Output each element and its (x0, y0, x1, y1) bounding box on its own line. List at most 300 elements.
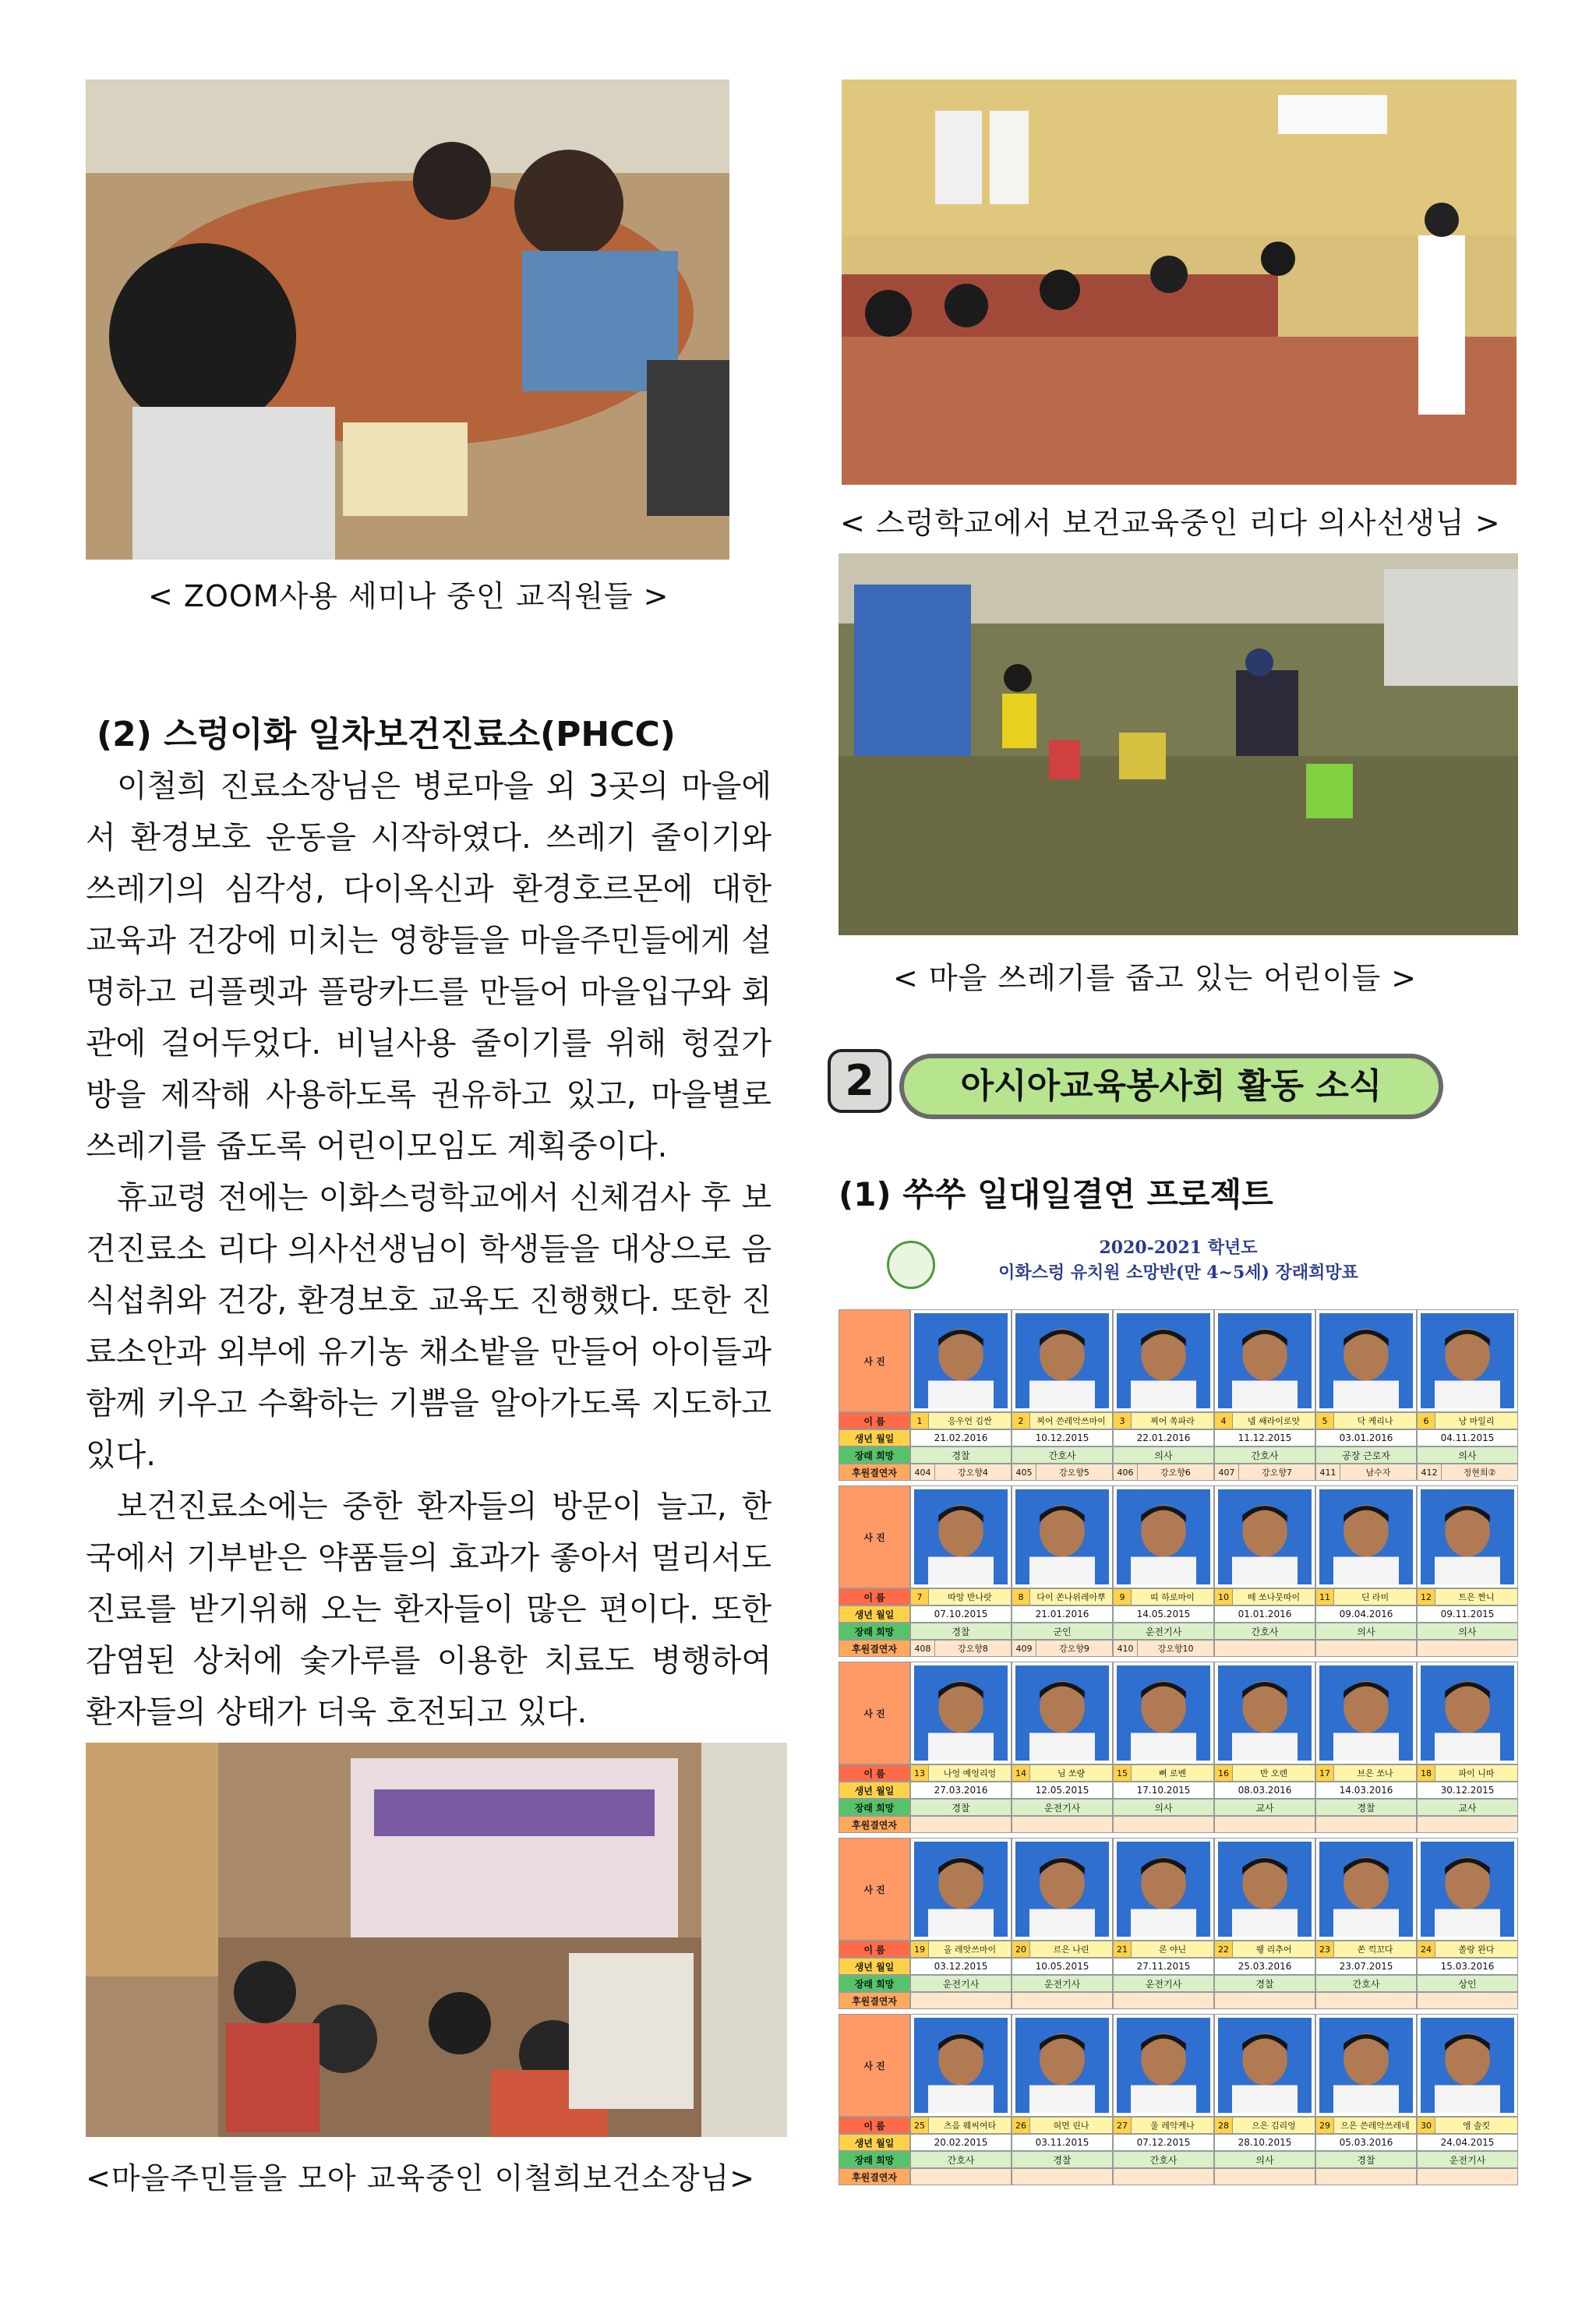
child-name: 파이 니따 (1458, 1768, 1495, 1778)
children-table (839, 1309, 1518, 2190)
hope-cell: 경찰 (910, 1623, 1012, 1640)
sponsor-cell (1417, 2168, 1518, 2185)
sponsor-number: 411 (1316, 1464, 1340, 1480)
sponsor-name: 강오향10 (1157, 1644, 1194, 1654)
photo-cell (910, 1309, 1012, 1412)
hope-cell: 경찰 (1214, 1975, 1315, 1992)
birth-cell: 10.12.2015 (1012, 1429, 1113, 1446)
child-number: 25 (911, 2118, 929, 2133)
photo-cell (1214, 1662, 1315, 1764)
photo-cell (1012, 1838, 1113, 1941)
name-cell (1315, 2117, 1417, 2134)
hope-cell: 의사 (1315, 1623, 1417, 1640)
birth-cell: 27.11.2015 (1113, 1958, 1214, 1975)
photo-cell (1113, 1485, 1214, 1588)
child-group (839, 2014, 1518, 2190)
sponsor-row (839, 2168, 1518, 2185)
child-portrait (1319, 1489, 1413, 1584)
birth-cell: 03.11.2015 (1012, 2134, 1113, 2151)
sponsor-cell (1113, 1816, 1214, 1833)
child-portrait (1117, 1665, 1210, 1761)
photo-cell (1417, 1662, 1518, 1764)
sponsor-name: 강오향6 (1160, 1468, 1191, 1478)
chart-title: 이화스렁 유치원 소망반(만 4~5세) 장래희망표 (998, 1263, 1358, 1283)
child-number: 23 (1316, 1941, 1334, 1957)
child-name: 허먼 린나 (1053, 2121, 1089, 2131)
row-label-hope: 장래 희망 (839, 2151, 910, 2168)
child-number: 8 (1012, 1589, 1030, 1605)
hope-cell: 교사 (1214, 1799, 1315, 1816)
sponsor-cell (1113, 1992, 1214, 2009)
chart-title-year: 2020-2021 학년도 (1099, 1238, 1258, 1258)
child-portrait (1421, 1489, 1514, 1584)
sponsorship-heading: (1) 쑤쑤 일대일결연 프로젝트 (839, 1175, 1273, 1213)
child-portrait (1421, 1842, 1514, 1937)
hope-cell: 상인 (1417, 1975, 1518, 1992)
hope-cell: 간호사 (1113, 2151, 1214, 2168)
child-number: 11 (1316, 1589, 1334, 1605)
hope-cell: 경찰 (910, 1446, 1012, 1464)
villagers-caption: <마을주민들을 모아 교육중인 이철희보건소장님> (86, 2161, 756, 2195)
child-group (839, 1485, 1518, 1662)
birth-cell: 22.01.2016 (1113, 1429, 1214, 1446)
hope-row (839, 1799, 1518, 1816)
row-label-hope: 장래 희망 (839, 1623, 910, 1640)
birth-cell: 09.04.2016 (1315, 1605, 1417, 1623)
row-label-birth: 생년 월일 (839, 1429, 910, 1446)
row-label-birth: 생년 월일 (839, 2134, 910, 2151)
child-name: 뻐 로벤 (1158, 1768, 1187, 1778)
child-name: 찌어 쓴레악쓰마이 (1036, 1416, 1106, 1426)
photo-row (839, 1662, 1518, 1764)
child-portrait (1117, 2018, 1210, 2113)
hope-cell: 간호사 (1214, 1623, 1315, 1640)
child-portrait (1218, 1313, 1312, 1408)
child-portrait (1319, 1665, 1413, 1761)
row-label-birth: 생년 월일 (839, 1958, 910, 1975)
child-number: 20 (1012, 1941, 1030, 1957)
birth-cell: 03.12.2015 (910, 1958, 1012, 1975)
photo-cell (1113, 1309, 1214, 1412)
child-number: 30 (1418, 2118, 1435, 2133)
sponsor-number: 405 (1012, 1464, 1036, 1480)
birth-row (839, 2134, 1518, 2151)
sponsor-name: 강오향9 (1059, 1644, 1089, 1654)
hope-cell: 의사 (1113, 1446, 1214, 1464)
child-group (839, 1662, 1518, 1838)
birth-row (839, 1605, 1518, 1623)
row-label-photo: 사 진 (839, 1838, 910, 1941)
child-portrait (1117, 1313, 1210, 1408)
sponsor-cell (1113, 2168, 1214, 2185)
birth-cell: 12.05.2015 (1012, 1782, 1113, 1799)
sponsor-name: 남수자 (1365, 1468, 1391, 1478)
phcc-paragraph-3: 보건진료소에는 중한 환자들의 방문이 늘고, 한국에서 기부받은 약품들의 효과가 좋아서 멀리서도 진료를 받기위해 오는 환자들이 많은 편이다. 또한 감염된 상처에 숯가루를 이용한 치료도 병행하여 환자들의 상태가 더욱 호전되고 있다. (86, 1489, 772, 1730)
sponsor-cell (1214, 2168, 1315, 2185)
row-label-name: 이 름 (839, 2117, 910, 2134)
photo-cell (1315, 1309, 1417, 1412)
zoom-seminar-photo (86, 79, 729, 560)
child-name: 닥 케리나 (1357, 1416, 1393, 1426)
name-row (839, 1764, 1518, 1782)
hope-cell: 간호사 (1315, 1975, 1417, 1992)
phcc-paragraph-1: 이철희 진료소장님은 병로마을 외 3곳의 마을에서 환경보호 운동을 시작하였다. 쓰레기 줄이기와 쓰레기의 심각성, 다이옥신과 환경호르몬에 대한 교육과 건강에 미치는 영향들을 마을주민들에게 설명하고 리플렛과 플랑카드를 만들어 마을입구와 회관에 걸어두었다. 비닐사용 줄이기를 위해 헝겊가방을 제작해 사용하도록 권유하고 있고, 마을별로 쓰레기를 줍도록 어린이모임도 계획중이다. (86, 768, 772, 1164)
photo-cell (1012, 2014, 1113, 2117)
sponsor-cell (910, 1992, 1012, 2009)
sponsor-cell (1315, 1464, 1417, 1481)
sponsor-cell (1417, 1816, 1518, 1833)
name-cell (1417, 2117, 1518, 2134)
sponsor-cell (1113, 1464, 1214, 1481)
row-label-photo: 사 진 (839, 1309, 910, 1412)
school-health-photo (842, 79, 1517, 485)
child-name: 엥 솔킷 (1462, 2121, 1491, 2131)
birth-cell: 21.01.2016 (1012, 1605, 1113, 1623)
hope-cell: 교사 (1417, 1799, 1518, 1816)
child-portrait (1015, 1842, 1109, 1937)
child-number: 5 (1316, 1413, 1334, 1429)
child-name: 론 야닌 (1158, 1944, 1187, 1955)
hope-cell: 군인 (1012, 1623, 1113, 1640)
birth-cell: 14.05.2015 (1113, 1605, 1214, 1623)
birth-cell: 23.07.2015 (1315, 1958, 1417, 1975)
birth-cell: 27.03.2016 (910, 1782, 1012, 1799)
phcc-heading: (2) 스렁이화 일차보건진료소(PHCC) (97, 715, 676, 754)
birth-cell: 10.05.2015 (1012, 1958, 1113, 1975)
photo-cell (910, 1662, 1012, 1764)
name-cell (1012, 1764, 1113, 1782)
child-portrait (914, 2018, 1008, 2113)
child-portrait (914, 1842, 1008, 1937)
name-cell (1315, 1588, 1417, 1605)
birth-cell: 30.12.2015 (1417, 1782, 1518, 1799)
child-name: 넴 쌔라이로앗 (1247, 1416, 1301, 1426)
birth-cell: 25.03.2016 (1214, 1958, 1315, 1975)
row-label-sponsor: 후원결연자 (839, 1992, 910, 2009)
hope-row (839, 1623, 1518, 1640)
hope-row (839, 2151, 1518, 2168)
child-number: 10 (1215, 1589, 1233, 1605)
child-name: 반 오렌 (1259, 1768, 1288, 1778)
sponsor-cell (1214, 1640, 1315, 1657)
row-label-name: 이 름 (839, 1588, 910, 1605)
sponsor-cell (1012, 1992, 1113, 2009)
sponsor-name: 강오향5 (1059, 1468, 1089, 1478)
birth-cell: 21.02.2016 (910, 1429, 1012, 1446)
child-portrait (1015, 1313, 1109, 1408)
child-name: 딘 라미 (1361, 1592, 1389, 1602)
hope-cell: 운전기사 (1113, 1975, 1214, 1992)
birth-cell: 28.10.2015 (1214, 2134, 1315, 2151)
name-cell (910, 1764, 1012, 1782)
hope-cell: 의사 (1214, 2151, 1315, 2168)
row-label-sponsor: 후원결연자 (839, 1816, 910, 1833)
phcc-body (86, 761, 772, 1738)
child-portrait (1218, 1842, 1312, 1937)
child-name: 쏠랑 완다 (1458, 1944, 1495, 1955)
row-label-birth: 생년 월일 (839, 1782, 910, 1799)
child-portrait (1218, 1489, 1312, 1584)
photo-row (839, 1838, 1518, 1941)
child-name: 다이 쏜나위레아뿌 (1036, 1592, 1106, 1602)
name-row (839, 1588, 1518, 1605)
name-cell (1417, 1412, 1518, 1429)
sponsor-number: 412 (1418, 1464, 1442, 1480)
photo-cell (1417, 2014, 1518, 2117)
sponsor-row (839, 1816, 1518, 1833)
photo-cell (910, 2014, 1012, 2117)
photo-cell (1214, 1485, 1315, 1588)
sponsor-number: 408 (911, 1641, 935, 1656)
name-cell (1113, 1588, 1214, 1605)
child-number: 27 (1114, 2118, 1132, 2133)
birth-cell: 07.12.2015 (1113, 2134, 1214, 2151)
sponsor-cell (910, 1816, 1012, 1833)
sponsor-cell (1315, 1992, 1417, 2009)
hope-cell: 의사 (1417, 1623, 1518, 1640)
hope-row (839, 1975, 1518, 1992)
name-cell (1012, 1588, 1113, 1605)
sponsor-cell (1417, 1464, 1518, 1481)
child-number: 3 (1114, 1413, 1132, 1429)
hope-cell: 간호사 (1012, 1446, 1113, 1464)
row-label-photo: 사 진 (839, 1662, 910, 1764)
name-cell (1214, 1588, 1315, 1605)
child-number: 29 (1316, 2118, 1334, 2133)
child-number: 9 (1114, 1589, 1132, 1605)
hope-cell: 경찰 (910, 1799, 1012, 1816)
sponsor-row (839, 1640, 1518, 1657)
name-cell (1113, 1412, 1214, 1429)
sponsor-cell (1214, 1992, 1315, 2009)
sponsor-row (839, 1992, 1518, 2009)
photo-cell (1113, 1838, 1214, 1941)
zoom-seminar-caption: < ZOOM사용 세미나 중인 교직원들 > (148, 579, 669, 613)
child-number: 4 (1215, 1413, 1233, 1429)
child-name: 르은 나린 (1053, 1944, 1089, 1955)
hope-cell: 경찰 (1315, 1799, 1417, 1816)
name-cell (1417, 1764, 1518, 1782)
name-cell (910, 1941, 1012, 1958)
child-name: 따앙 반나랏 (948, 1592, 992, 1602)
hope-cell: 경찰 (1315, 2151, 1417, 2168)
row-label-photo: 사 진 (839, 2014, 910, 2117)
future-hope-chart (839, 1224, 1518, 2190)
name-cell (910, 1412, 1012, 1429)
sponsor-cell (1417, 1992, 1518, 2009)
birth-cell: 01.01.2016 (1214, 1605, 1315, 1623)
trash-children-caption: < 마을 쓰레기를 줍고 있는 어린이들 > (893, 961, 1418, 995)
sponsor-name: 강오향4 (958, 1468, 988, 1478)
birth-cell: 20.02.2015 (910, 2134, 1012, 2151)
child-name: 브은 쏘나 (1357, 1768, 1393, 1778)
birth-cell: 24.04.2015 (1417, 2134, 1518, 2151)
child-portrait (1218, 2018, 1312, 2113)
row-label-sponsor: 후원결연자 (839, 1640, 910, 1657)
child-number: 28 (1215, 2118, 1233, 2133)
photo-cell (1113, 2014, 1214, 2117)
sponsor-cell (1012, 2168, 1113, 2185)
hope-cell: 운전기사 (1012, 1799, 1113, 1816)
name-cell (1113, 1764, 1214, 1782)
hope-row (839, 1446, 1518, 1464)
villagers-education-photo (86, 1743, 787, 2137)
sponsor-number: 410 (1114, 1641, 1138, 1656)
sponsor-cell (1214, 1464, 1315, 1481)
child-group (839, 1309, 1518, 1485)
child-portrait (1117, 1842, 1210, 1937)
hope-cell: 운전기사 (1012, 1975, 1113, 1992)
child-name: 으은 쓴레악쓰레네 (1340, 2121, 1410, 2131)
child-number: 15 (1114, 1765, 1132, 1781)
school-health-caption: < 스렁학교에서 보건교육중인 리다 의사선생님 > (840, 506, 1501, 540)
birth-cell: 11.12.2015 (1214, 1429, 1315, 1446)
sponsor-cell (910, 2168, 1012, 2185)
row-label-name: 이 름 (839, 1412, 910, 1429)
sponsor-cell (1315, 1640, 1417, 1657)
hope-cell: 공장 근로자 (1315, 1446, 1417, 1464)
trash-pickup-photo (839, 553, 1518, 935)
name-cell (1417, 1941, 1518, 1958)
child-number: 16 (1215, 1765, 1233, 1781)
name-cell (1214, 1764, 1315, 1782)
photo-cell (1417, 1838, 1518, 1941)
photo-cell (1214, 2014, 1315, 2117)
child-name: 떼 쏘나뭇따이 (1247, 1592, 1301, 1602)
child-name: 응우언 김싼 (948, 1416, 992, 1426)
child-name: 웽 리추어 (1255, 1944, 1292, 1955)
child-number: 18 (1418, 1765, 1435, 1781)
name-cell (1012, 1941, 1113, 1958)
child-number: 6 (1418, 1413, 1435, 1429)
name-row (839, 2117, 1518, 2134)
birth-cell: 07.10.2015 (910, 1605, 1012, 1623)
child-portrait (1117, 1489, 1210, 1584)
birth-row (839, 1958, 1518, 1975)
child-portrait (1421, 2018, 1514, 2113)
photo-cell (1417, 1485, 1518, 1588)
sponsor-name: 강오향8 (958, 1644, 988, 1654)
row-label-hope: 장래 희망 (839, 1975, 910, 1992)
child-number: 12 (1418, 1589, 1435, 1605)
child-portrait (914, 1665, 1008, 1761)
child-name: 낭 마일리 (1458, 1416, 1495, 1426)
child-name: 쏜 끽꼬다 (1357, 1944, 1393, 1955)
child-name: 님 쏘량 (1057, 1768, 1086, 1778)
child-number: 13 (911, 1765, 929, 1781)
row-label-name: 이 름 (839, 1764, 910, 1782)
photo-cell (1012, 1309, 1113, 1412)
name-cell (1214, 1941, 1315, 1958)
name-cell (1315, 1764, 1417, 1782)
name-cell (1113, 1941, 1214, 1958)
hope-cell: 의사 (1417, 1446, 1518, 1464)
birth-row (839, 1429, 1518, 1446)
hope-cell: 경찰 (1012, 2151, 1113, 2168)
child-number: 26 (1012, 2118, 1030, 2133)
sponsor-number: 406 (1114, 1464, 1138, 1480)
birth-cell: 09.11.2015 (1417, 1605, 1518, 1623)
row-label-name: 이 름 (839, 1941, 910, 1958)
photo-cell (1214, 1838, 1315, 1941)
photo-cell (1113, 1662, 1214, 1764)
photo-row (839, 2014, 1518, 2117)
child-number: 14 (1012, 1765, 1030, 1781)
photo-cell (1214, 1309, 1315, 1412)
name-cell (1012, 2117, 1113, 2134)
row-label-hope: 장래 희망 (839, 1799, 910, 1816)
child-portrait (1218, 1665, 1312, 1761)
birth-row (839, 1782, 1518, 1799)
name-cell (1315, 1412, 1417, 1429)
section-number-badge: 2 (828, 1049, 892, 1113)
child-number: 7 (911, 1589, 929, 1605)
row-label-sponsor: 후원결연자 (839, 2168, 910, 2185)
sponsor-cell (1214, 1816, 1315, 1833)
child-number: 21 (1114, 1941, 1132, 1957)
name-row (839, 1412, 1518, 1429)
phcc-paragraph-2: 휴교령 전에는 이화스렁학교에서 신체검사 후 보건진료소 리다 의사선생님이 학생들을 대상으로 음식섭취와 건강, 환경보호 교육도 진행했다. 또한 진료소안과 외부에 유기농 채소밭을 만들어 아이들과 함께 키우고 수확하는 기쁨을 알아가도록 지도하고 있다. (86, 1180, 772, 1473)
child-name: 띠 하로마이 (1150, 1592, 1195, 1602)
name-cell (1113, 2117, 1214, 2134)
name-cell (1214, 1412, 1315, 1429)
child-number: 1 (911, 1413, 929, 1429)
photo-cell (1012, 1485, 1113, 1588)
photo-row (839, 1485, 1518, 1588)
name-cell (1214, 2117, 1315, 2134)
photo-cell (1315, 2014, 1417, 2117)
child-portrait (1319, 1842, 1413, 1937)
sponsor-cell (1012, 1464, 1113, 1481)
child-portrait (1015, 1665, 1109, 1761)
row-label-photo: 사 진 (839, 1485, 910, 1588)
child-portrait (1421, 1313, 1514, 1408)
sponsor-cell (1012, 1816, 1113, 1833)
photo-cell (910, 1485, 1012, 1588)
child-group (839, 1838, 1518, 2014)
sponsor-cell (910, 1640, 1012, 1657)
hope-cell: 운전기사 (1417, 2151, 1518, 2168)
name-cell (910, 1588, 1012, 1605)
photo-cell (1315, 1838, 1417, 1941)
hope-cell: 의사 (1113, 1799, 1214, 1816)
name-cell (910, 2117, 1012, 2134)
sponsor-cell (1315, 1816, 1417, 1833)
sponsor-number: 409 (1012, 1641, 1036, 1656)
sponsor-cell (910, 1464, 1012, 1481)
hope-cell: 간호사 (910, 2151, 1012, 2168)
child-name: 츠음 웨씨여타 (943, 2121, 997, 2131)
birth-cell: 04.11.2015 (1417, 1429, 1518, 1446)
photo-cell (910, 1838, 1012, 1941)
photo-cell (1417, 1309, 1518, 1412)
birth-cell: 08.03.2016 (1214, 1782, 1315, 1799)
row-label-birth: 생년 월일 (839, 1605, 910, 1623)
name-cell (1012, 1412, 1113, 1429)
row-label-hope: 장래 희망 (839, 1446, 910, 1464)
child-portrait (1015, 2018, 1109, 2113)
birth-cell: 05.03.2016 (1315, 2134, 1417, 2151)
birth-cell: 17.10.2015 (1113, 1782, 1214, 1799)
child-portrait (914, 1313, 1008, 1408)
child-portrait (1319, 2018, 1413, 2113)
child-portrait (914, 1489, 1008, 1584)
row-label-sponsor: 후원결연자 (839, 1464, 910, 1481)
child-number: 2 (1012, 1413, 1030, 1429)
birth-cell: 14.03.2016 (1315, 1782, 1417, 1799)
child-name: 트은 짠니 (1458, 1592, 1495, 1602)
hope-cell: 간호사 (1214, 1446, 1315, 1464)
